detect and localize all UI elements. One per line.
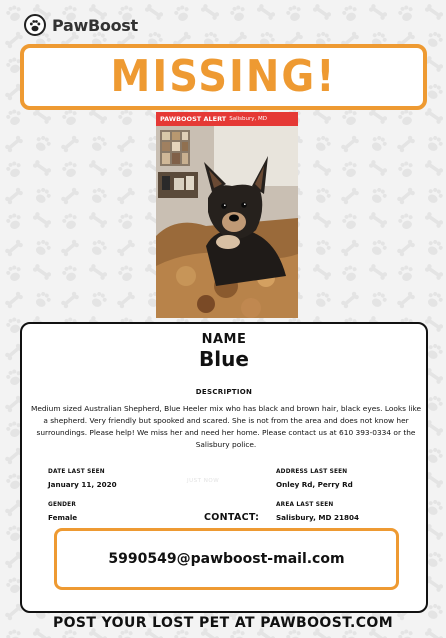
description-text: Medium sized Australian Shepherd, Blue Heeler mix who has black and brown hair, black eyes. Looks like a shepherd. Very friendly but spooked and scared. She is not from the area and does not know her surroundings. Please help! We miss her and need her home. Please contact us at 610 393-0334 or the Salisbury police. — [30, 404, 422, 449]
alert-title: PAWBOOST ALERT — [160, 115, 227, 123]
missing-banner — [20, 44, 427, 110]
pet-name: Blue — [199, 347, 249, 371]
alert-bar — [156, 112, 298, 126]
description-label: DESCRIPTION — [195, 388, 253, 396]
dog-photo-illustration — [156, 126, 298, 318]
contact-label: CONTACT: — [204, 512, 260, 523]
gender-value: Female — [48, 513, 78, 522]
pet-details-card — [20, 322, 428, 613]
pet-photo — [156, 112, 298, 318]
paw-logo-icon — [24, 14, 46, 36]
footer-cta: POST YOUR LOST PET AT PAWBOOST.COM — [52, 615, 394, 631]
area-last-seen-value: Salisbury, MD 21804 — [276, 513, 360, 522]
faint-watermark: JUST NOW — [187, 478, 220, 484]
brand-name: PawBoost — [52, 15, 138, 35]
missing-headline: MISSING! — [110, 52, 337, 102]
address-last-seen-value: Onley Rd, Perry Rd — [276, 480, 353, 489]
contact-email-box[interactable] — [54, 528, 399, 590]
contact-email[interactable]: 5990549@pawboost-mail.com — [108, 551, 345, 567]
gender-label: GENDER — [48, 502, 77, 508]
pawboost-logo — [24, 12, 138, 38]
date-last-seen-value: January 11, 2020 — [48, 480, 117, 489]
name-label: NAME — [201, 332, 247, 347]
date-last-seen-label: DATE LAST SEEN — [48, 469, 105, 475]
alert-location: Salisbury, MD — [229, 116, 267, 122]
address-last-seen-label: ADDRESS LAST SEEN — [276, 469, 348, 475]
area-last-seen-label: AREA LAST SEEN — [276, 502, 334, 508]
